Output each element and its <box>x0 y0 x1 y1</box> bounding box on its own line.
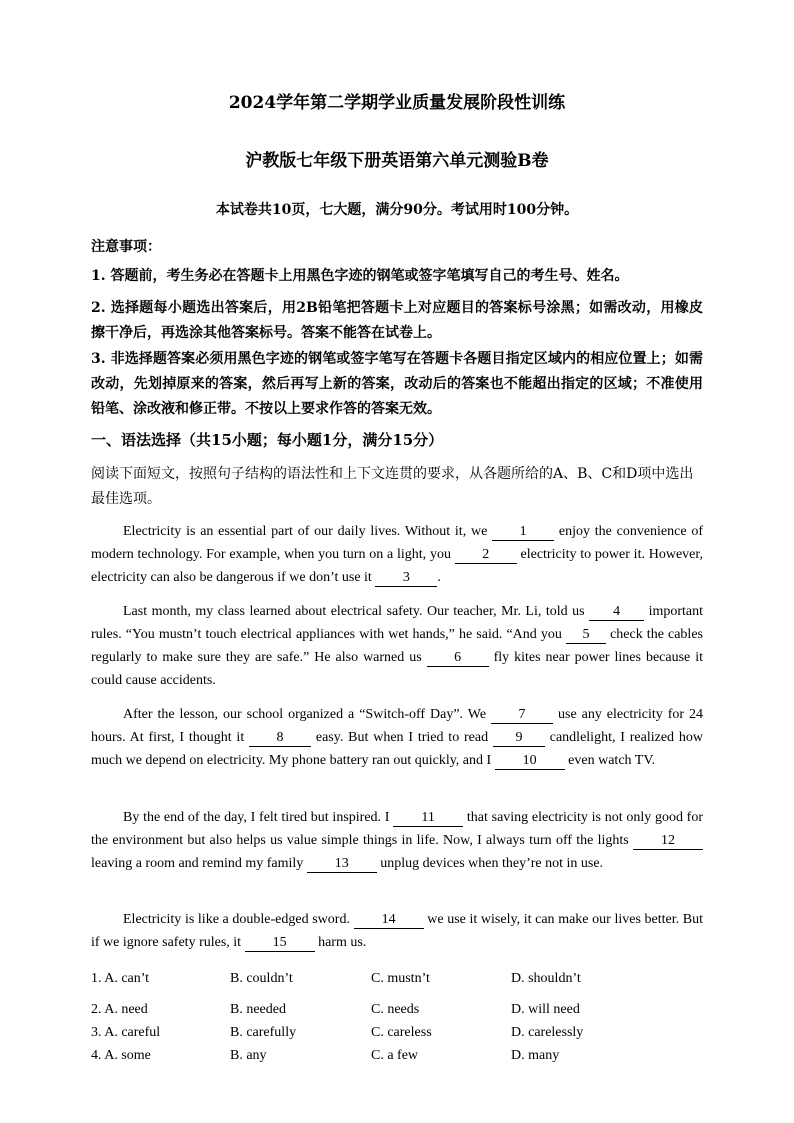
blank-2: 2 <box>455 547 517 564</box>
passage-paragraph-5: Electricity is like a double-edged sword. 14 we use it wisely, it can make our lives better. But if we ignore safety rules, it 15 harm us. <box>91 912 703 950</box>
options-row-3 <box>91 1025 703 1045</box>
blank-5: 5 <box>566 627 606 644</box>
options-row-2 <box>91 1002 703 1022</box>
option-2c: C. needs <box>371 1002 420 1017</box>
option-4a: 4. A. some <box>91 1048 151 1063</box>
blank-10: 10 <box>495 753 565 770</box>
blank-12: 12 <box>633 833 703 850</box>
blank-1: 1 <box>492 524 554 541</box>
passage-paragraph-4: By the end of the day, I felt tired but inspired. I 11 that saving electricity is not only good for the environment but also helps us value simple things in life. Now, I always turn off the lights 12 leaving a room and remind my family 13 unplug devices when they’re not in use. <box>91 810 703 871</box>
option-4d: D. many <box>511 1048 560 1063</box>
blank-11: 11 <box>393 810 463 827</box>
blank-15: 15 <box>245 935 315 952</box>
option-3c: C. careless <box>371 1025 432 1040</box>
options-row-1 <box>91 971 703 991</box>
blank-4: 4 <box>589 604 644 621</box>
option-3a: 3. A. careful <box>91 1025 161 1040</box>
blank-7: 7 <box>491 707 553 724</box>
option-1a: 1. A. can’t <box>91 971 150 986</box>
page-title: 2024学年第二学期学业质量发展阶段性训练 <box>228 93 566 113</box>
blank-9: 9 <box>493 730 545 747</box>
options-row-4 <box>91 1048 703 1068</box>
passage-paragraph-3: After the lesson, our school organized a “Switch-off Day”. We 7 use any electricity for 24 hours. At first, I thought it 8 easy. But when I tried to read 9 candlelight, I realized how much we depend on electricity. My phone battery ran out quickly, and I 10 even watch TV. <box>91 707 703 768</box>
page-subtitle: 沪教版七年级下册英语第六单元测验B卷 <box>245 151 549 171</box>
note-item-2: 2. 选择题每小题选出答案后，用2B铅笔把答题卡上对应题目的答案标号涂黑；如需改动，用橡皮擦干净后，再选涂其他答案标号。答案不能答在试卷上。 <box>91 300 703 341</box>
blank-3: 3 <box>375 570 437 587</box>
note-item-3: 3. 非选择题答案必须用黑色字迹的钢笔或签字笔写在答题卡各题目指定区域内的相应位置上；如需改动，先划掉原来的答案，然后再写上新的答案，改动后的答案也不能超出指定的区域；不准使用铅笔、涂改液和修正带。不按以上要求作答的答案无效。 <box>91 351 703 417</box>
option-2a: 2. A. need <box>91 1002 148 1017</box>
option-2d: D. will need <box>511 1002 580 1017</box>
option-2b: B. needed <box>230 1002 286 1017</box>
option-1c: C. mustn’t <box>371 971 430 986</box>
section-heading: 一、语法选择（共15小题；每小题1分，满分15分） <box>91 431 444 449</box>
option-4b: B. any <box>230 1048 267 1063</box>
passage-paragraph-2: Last month, my class learned about electrical safety. Our teacher, Mr. Li, told us 4 important rules. “You mustn’t touch electrical appliances with wet hands,” he said. “And you 5 check the cables regularly to make sure they are safe.” He also warned us 6 fly kites near power lines because it could cause accidents. <box>91 604 704 688</box>
option-1d: D. shouldn’t <box>511 971 581 986</box>
blank-14: 14 <box>354 912 424 929</box>
blank-8: 8 <box>249 730 311 747</box>
option-1b: B. couldn’t <box>230 971 293 986</box>
passage-paragraph-1: Electricity is an essential part of our daily lives. Without it, we 1 enjoy the convenience of modern technology. For example, when you turn on a light, you 2 electricity to power it. However, electricity can also be dangerous if we don’t use it 3 . <box>91 524 704 585</box>
option-3b: B. carefully <box>230 1025 297 1040</box>
option-4c: C. a few <box>371 1048 419 1063</box>
blank-6: 6 <box>427 650 489 667</box>
option-3d: D. carelessly <box>511 1025 584 1040</box>
section-instruction: 阅读下面短文，按照句子结构的语法性和上下文连贯的要求，从各题所给的A、B、C和D项中选出最佳选项。 <box>91 466 694 507</box>
blank-13: 13 <box>307 856 377 873</box>
notes-heading: 注意事项： <box>91 239 161 255</box>
note-item-1: 1. 答题前，考生务必在答题卡上用黑色字迹的钢笔或签字笔填写自己的考生号、姓名。 <box>91 268 629 284</box>
exam-info: 本试卷共10页，七大题，满分90分。考试用时100分钟。 <box>215 202 579 218</box>
